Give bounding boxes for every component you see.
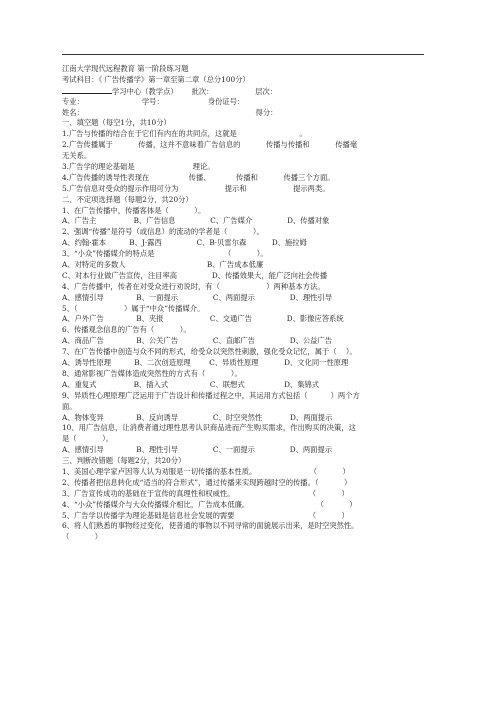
question-line: 3、广告宣传成功的基础在于宣传的真理性和权威性。 （ ） xyxy=(62,488,349,498)
question-line: 1.广告与传播的结合在于它们有内在的共同点，这就是 。 xyxy=(62,129,307,139)
options-line: A、物体变异 B、反向诱导 C、时空突然性 D、两面提示 xyxy=(62,412,333,422)
question-line: 10、用广告信息，让消费者通过理性思考认识商品进而产生购买需求，作出购买的决策，这 xyxy=(62,423,356,433)
options-line: A、诱导性原理 B、二次创造原理 C、异质性原理 D、文化同一性原理 xyxy=(62,358,349,368)
question-line: 4、广告传播中，传者在对受众进行劝说时，有（ ）两种基本方法。 xyxy=(62,281,325,291)
top-rule xyxy=(62,54,424,55)
learning-center-line xyxy=(62,86,434,97)
learning-center-text: 学习中心（教学点） 批次： 层次： xyxy=(112,86,278,96)
blank-underline xyxy=(62,86,112,94)
question-line: 9、异质性心理原理广泛运用于广告设计和传播过程之中，其运用方式包括（ ）两个方 xyxy=(62,390,360,400)
question-line: 5、（ ）属于“中众”传播媒介。 xyxy=(62,303,205,313)
question-line: 2、强调“传播”是符号（或信息）的流动的学者是（ ）。 xyxy=(62,227,264,237)
section-title-fill: 一、填空题（每空1分，共10分） xyxy=(62,118,171,128)
question-line: 5、广告学以传播学为理论基础是信息社会发展的需要 （ ） xyxy=(62,510,349,520)
options-line: C、对本行业做广告宣传，注目率高 D、传播效果大，能广泛向社会传播 xyxy=(62,270,328,280)
question-line: 4.广告传播的诱导性表现在 传播、 传播和 传播三个方面。 xyxy=(62,172,335,182)
question-line: 面。 xyxy=(62,401,77,411)
section-title-choice: 二、不定项选择题（每题2分，共20分） xyxy=(62,194,193,204)
options-line: A、商品广告 B、公关广告 C、直邮广告 D、公益广告 xyxy=(62,336,333,346)
question-line: 2、传播者把信息转化成“适当的符合形式”，通过传播来实现跨越时空的传播。（ ） xyxy=(62,477,352,487)
section-title-judge: 三、判断改错题（每题2分，共20分） xyxy=(62,456,186,466)
question-line: 7、在广告传播中创造与众不同的形式，给受众以突然性刺激，强化受众记忆，属于（ ）。 xyxy=(62,347,357,357)
options-line: A、重复式 B、插入式 C、联想式 D、集锦式 xyxy=(62,379,320,389)
exam-subject: 考试科目：《 广告传播学》第一章至第二章（总分100分） xyxy=(62,74,250,84)
options-line: A、约翰·霍本 B、J·露西 C、B·贝雷尔森 D、施拉姆 xyxy=(62,238,307,248)
question-line: 6、将人们熟悉的事物经过变化，使普通的事物以不同寻常的面貌展示出来，是时空突然性。 xyxy=(62,521,359,531)
question-line: 3、“小众”传播媒介的特点是 （ ）。 xyxy=(62,249,268,259)
exam-page xyxy=(62,64,434,543)
exam-title: 江南大学现代远程教育 第一阶段练习题 xyxy=(62,64,189,73)
major-line: 专业： 学号： 身份证号： xyxy=(62,96,245,106)
options-line: A、广告主 B、广告信息 C、广告媒介 D、传播对象 xyxy=(62,216,330,226)
options-line: A、对特定的多数人 B、广告成本低廉 xyxy=(62,260,264,270)
question-line: 是（ ）。 xyxy=(62,434,114,444)
question-line: 8、通常影视广告媒体造成突然性的方式有（ ）。 xyxy=(62,368,242,378)
options-line: A、感情引导 B、理性引导 C、一面提示 D、两面提示 xyxy=(62,445,333,455)
question-line: 1、在广告传播中，传播客体是（ ）。 xyxy=(62,205,206,215)
options-line: A、感情引导 B、一面提示 C、两面提示 D、理性引导 xyxy=(62,292,333,302)
name-line: 姓名： 得分： xyxy=(62,107,278,117)
question-line: 1、美国心理学家卢因等人认为劝服是一切传播的基本性质。 （ ） xyxy=(62,466,350,476)
question-line: 3.广告学的理论基础是 理论。 xyxy=(62,162,215,172)
options-line: A、户外广告 B、夹报 C、交通广告 D、影像应答系统 xyxy=(62,314,344,324)
question-line: 无关系。 xyxy=(62,151,92,161)
question-line: 6、传播观念信息的广告有（ ）。 xyxy=(62,325,191,335)
question-line: （ ） xyxy=(62,532,103,542)
question-line: 5.广告信息对受众的提示作用可分为 提示和 提示两类。 xyxy=(62,183,330,193)
question-line: 4、“小众”传播媒介与大众传播媒介相比，广告成本低廉。 （ ） xyxy=(62,499,357,509)
question-line: 2.广告传播属于 传播，这并不意味着广告信息的 传播与传播和 传播毫 xyxy=(62,140,358,150)
